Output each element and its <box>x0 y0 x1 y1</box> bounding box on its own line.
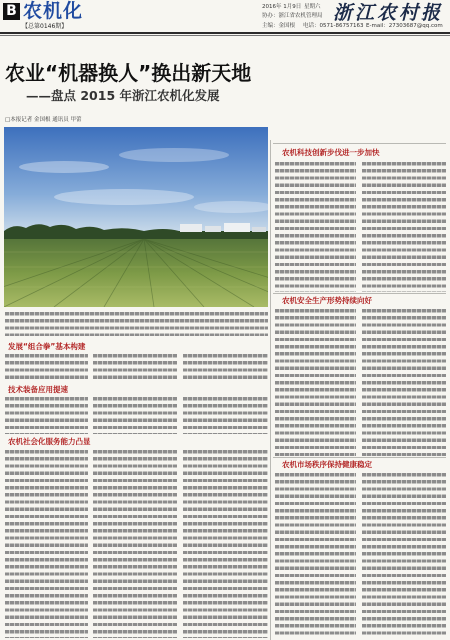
editor: 主编：金国根 <box>262 23 296 29</box>
masthead-rule-thin <box>0 35 450 36</box>
section-heading-services: 农机社会化服务能力凸显 <box>8 437 91 446</box>
newspaper-logo: 浙江农村报 <box>333 2 444 24</box>
body-text-column <box>5 354 88 381</box>
section-heading-development: 发展“组合拳”基本构建 <box>8 342 86 351</box>
article-photo <box>4 127 268 307</box>
article-title: 农业“机器换人”换出新天地 <box>5 61 252 85</box>
publish-weekday: 星期六 <box>304 4 321 10</box>
section-rule <box>273 143 446 144</box>
section-heading-market: 农机市场秩序保持健康稳定 <box>282 460 372 469</box>
body-text-column <box>5 450 88 638</box>
body-text-column <box>183 397 268 434</box>
organizer: 协办：浙江省农机管理局 <box>262 13 323 19</box>
body-text-column <box>362 473 446 638</box>
email: E-mail：27303687@qq.com <box>366 23 443 29</box>
body-text-column <box>93 354 177 381</box>
section-letter-badge: B <box>3 3 20 20</box>
masthead-rule <box>0 32 450 34</box>
publish-date: 2016年 1月9日 <box>262 4 302 10</box>
section-heading-equipment: 技术装备应用提速 <box>8 385 68 394</box>
column-divider <box>270 140 271 640</box>
phone: 电话：0571-86757163 <box>303 23 364 29</box>
photo-caption-text <box>5 312 268 336</box>
body-text-column <box>93 397 177 434</box>
body-text-column <box>275 309 356 456</box>
body-text-column <box>275 162 356 292</box>
body-text-column <box>93 450 177 638</box>
section-heading-safety: 农机安全生产形势持续向好 <box>282 296 372 305</box>
body-text-column <box>183 450 268 638</box>
body-text-column <box>362 309 446 456</box>
section-name: 农机化 <box>23 0 84 22</box>
body-text-column <box>275 473 356 638</box>
body-text-column <box>183 354 268 381</box>
body-text-column <box>5 397 88 434</box>
section-rule <box>273 457 446 458</box>
section-rule <box>273 293 446 294</box>
issue-number: 【总第0146期】 <box>22 23 68 30</box>
article-subtitle: ——盘点 2015 年浙江农机化发展 <box>26 88 220 103</box>
body-text-column <box>362 162 446 292</box>
article-byline: □本报记者 金国根 通讯员 甲蕾 <box>5 117 82 123</box>
section-heading-innovation: 农机科技创新步伐进一步加快 <box>282 148 380 157</box>
